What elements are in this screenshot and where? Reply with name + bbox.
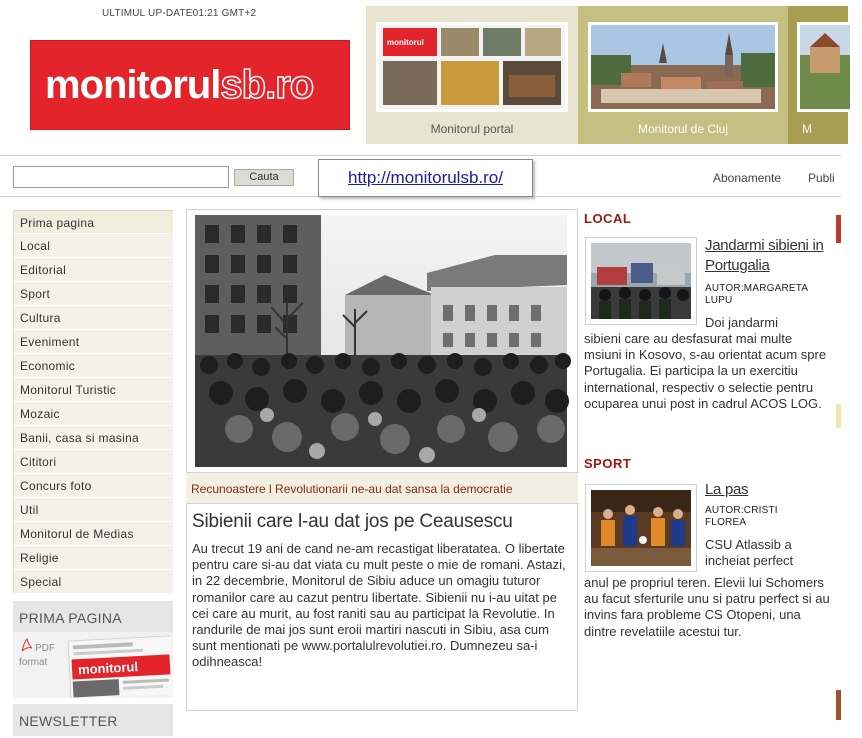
promo-cluj-photo xyxy=(588,22,778,112)
sidebar-item-economic[interactable]: Economic xyxy=(13,354,173,378)
main-story-title[interactable]: Sibienii care l-au dat jos pe Ceausescu xyxy=(192,511,513,532)
local-author-line2: LUPU xyxy=(705,295,733,306)
sidebar-item-special[interactable]: Special xyxy=(13,570,173,594)
local-article-thumbnail[interactable] xyxy=(585,237,697,325)
top-link-abonamente[interactable]: Abonamente xyxy=(713,171,782,185)
site-logo[interactable] xyxy=(30,40,350,130)
promo-third[interactable] xyxy=(788,6,848,144)
promo-monitorul-de-cluj[interactable] xyxy=(578,6,788,144)
local-article-title[interactable] xyxy=(705,236,824,276)
top-link-publicitate[interactable]: Publi xyxy=(808,171,835,185)
last-update-text: ULTIMUL UP-DATE01:21 GMT+2 xyxy=(102,8,257,19)
sidebar-item-monitorul-de-medias[interactable]: Monitorul de Medias xyxy=(13,522,173,546)
promo-third-label[interactable]: M xyxy=(802,122,812,136)
sport-article-author xyxy=(705,505,778,529)
prima-pagina-heading: PRIMA PAGINA xyxy=(13,601,173,633)
main-story-body: Au trecut 19 ani de cand ne-am recastigat liberatatea. O libertate pentru care si-au dat viata cu mult peste o mie de romani. Astazi, in 22 decembrie, Monitorul de Sibiu aduce un omagiu tuturor romanilor care au cazut pentru libertate. Sibienii nu i-au uitat pe cei care au murit, au fost raniti sau au participat la Revolutie. In randurile de mai jos sunt eroii martiri nascuti in Sibiu, asa cum sunt mentionati pe www.portalulrevolutiei.ro. Dumnezeu sa-i odihneasca! xyxy=(192,541,566,670)
search-button[interactable]: Cauta xyxy=(234,169,294,186)
svg-text:monitorul: monitorul xyxy=(77,659,139,678)
sport-lead-line2: incheiat perfect xyxy=(705,553,794,569)
sidebar-item-local[interactable]: Local xyxy=(13,234,173,258)
sidebar-item-monitorul-turistic[interactable]: Monitorul Turistic xyxy=(13,378,173,402)
local-article-title-line2[interactable]: Portugalia xyxy=(705,257,770,274)
pdf-edition-panel[interactable] xyxy=(13,632,173,698)
sport-author-line2: FLOREA xyxy=(705,517,747,528)
logo-main-text: monitorul xyxy=(45,63,221,107)
sport-article-thumbnail[interactable] xyxy=(585,484,697,572)
sport-article-title[interactable]: La pas xyxy=(705,481,749,498)
sidebar-item-eveniment[interactable]: Eveniment xyxy=(13,330,173,354)
local-article-author xyxy=(705,283,808,307)
promo-third-photo xyxy=(797,22,853,112)
logo-text xyxy=(45,63,313,107)
newsletter-heading: NEWSLETTER xyxy=(13,704,173,736)
right-edge-accent-2 xyxy=(836,404,841,428)
promo-cluj-label[interactable]: Monitorul de Cluj xyxy=(637,122,729,136)
sport-article-lead-first xyxy=(705,537,793,569)
sidebar-item-util[interactable]: Util xyxy=(13,498,173,522)
sidebar-item-religie[interactable]: Religie xyxy=(13,546,173,570)
sidebar-nav xyxy=(13,210,173,594)
main-story-photo[interactable] xyxy=(195,215,567,467)
sidebar-item-editorial[interactable]: Editorial xyxy=(13,258,173,282)
sidebar-item-concurs-foto[interactable]: Concurs foto xyxy=(13,474,173,498)
sidebar-item-prima-pagina[interactable]: Prima pagina xyxy=(13,210,173,234)
sidebar-item-mozaic[interactable]: Mozaic xyxy=(13,402,173,426)
site-url-link[interactable]: http://monitorulsb.ro/ xyxy=(318,159,533,197)
local-article-lead-first: Doi jandarmi xyxy=(705,315,778,330)
right-edge-accent-3 xyxy=(836,690,841,720)
header-divider xyxy=(0,155,841,156)
local-article-title-line1[interactable]: Jandarmi sibieni in xyxy=(705,237,824,254)
promo-monitorul-portal[interactable] xyxy=(366,6,578,144)
format-label: format xyxy=(19,657,48,668)
local-article-lead: sibieni care au desfasurat mai multe msiuni in Kosovo, s-au orientat acum spre Portugalia. Ei participa la un exercitiu international, respectiv o selectie pentru ocuparea unui post in cadrul ACOS LOG. xyxy=(584,331,827,411)
front-page-thumbnail[interactable] xyxy=(68,635,173,698)
section-local-heading[interactable]: LOCAL xyxy=(584,211,632,226)
svg-text:monitorul: monitorul xyxy=(387,38,424,47)
sidebar-item-cultura[interactable]: Cultura xyxy=(13,306,173,330)
local-author-line1: AUTOR:MARGARETA xyxy=(705,283,809,294)
logo-domain-text: sb.ro xyxy=(220,63,314,107)
promo-portal-collage xyxy=(376,22,568,112)
search-input[interactable] xyxy=(13,166,229,188)
promo-portal-label[interactable]: Monitorul portal xyxy=(430,122,514,136)
right-edge-accent xyxy=(836,215,841,243)
main-story-caption[interactable]: Recunoastere l Revolutionarii ne-au dat sansa la democratie xyxy=(186,472,578,504)
sport-author-line1: AUTOR:CRISTI xyxy=(705,505,778,516)
sidebar-item-banii-casa-masina[interactable]: Banii, casa si masina xyxy=(13,426,173,450)
pdf-format-label xyxy=(19,642,55,670)
pdf-label: PDF xyxy=(35,643,55,654)
sport-article-lead: anul pe propriul teren. Elevii lui Schomers au facut sferturile unu si patru perfect si au invins fara probleme CS Otopeni, una dintre revelatiile acestui tur. xyxy=(584,575,830,639)
sidebar-item-cititori[interactable]: Cititori xyxy=(13,450,173,474)
section-sport-heading[interactable]: SPORT xyxy=(584,456,632,471)
sport-lead-line1: CSU Atlassib a xyxy=(705,537,792,552)
sidebar-item-sport[interactable]: Sport xyxy=(13,282,173,306)
